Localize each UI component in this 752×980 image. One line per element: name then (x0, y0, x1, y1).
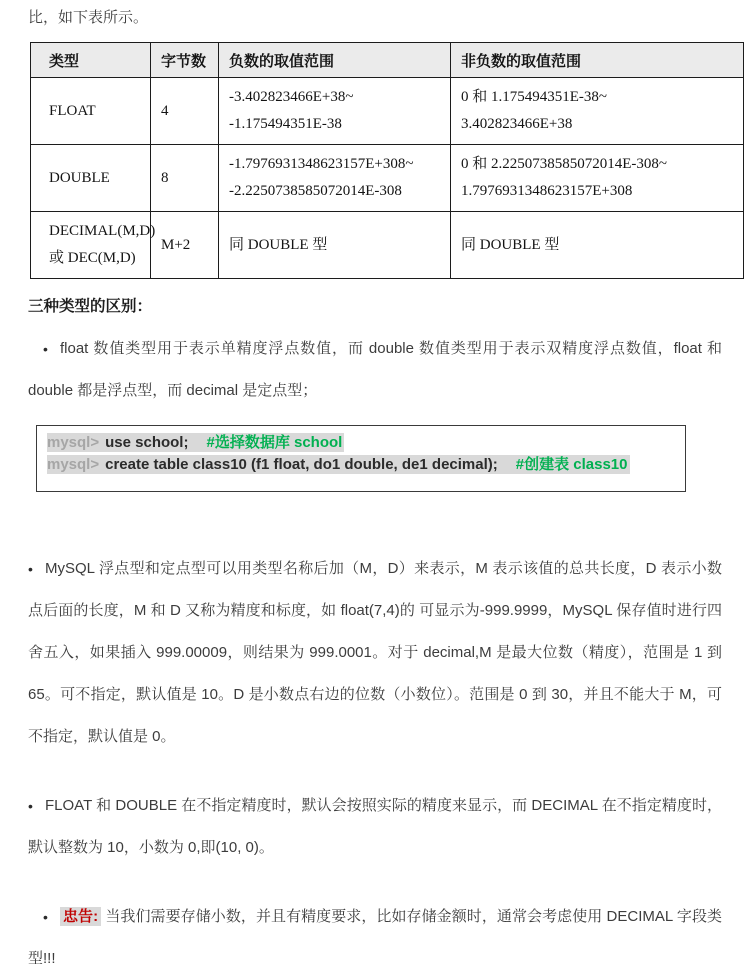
cell-nonnegative-range: 0 和 1.175494351E-38~ 3.402823466E+38 (451, 78, 744, 145)
section-title: 三种类型的区别： (28, 298, 153, 315)
table-row-double (31, 145, 744, 212)
header-cell-bytes: 字节数 (151, 43, 219, 78)
cell-type: DOUBLE (31, 145, 151, 212)
table-row-decimal (31, 212, 744, 279)
header-cell-type: 类型 (31, 43, 151, 78)
cell-nonnegative-range: 0 和 2.2250738585072014E-308~ 1.7976931348623157E+308 (451, 145, 744, 212)
header-cell-negative-range: 负数的取值范围 (219, 43, 451, 78)
data-type-table (30, 42, 744, 279)
mysql-prompt: mysql> (47, 434, 100, 451)
table-row-float (31, 78, 744, 145)
cell-bytes: M+2 (151, 212, 219, 279)
bullet-icon: • (43, 341, 48, 357)
bullet-icon: • (43, 909, 48, 925)
cell-type: FLOAT (31, 78, 151, 145)
bullet-item-precision-scale (28, 548, 722, 758)
cell-negative-range: -1.7976931348623157E+308~ -2.2250738585072014E-308 (219, 145, 451, 212)
bullet-text: float 数值类型用于表示单精度浮点数值，而 double 数值类型用于表示双精度浮点数值，float 和 double 都是浮点型，而 decimal 是定点型； (28, 340, 722, 399)
code-line (47, 454, 679, 476)
bullet-icon: • (28, 798, 33, 814)
cell-negative-range: 同 DOUBLE 型 (219, 212, 451, 279)
code-line (47, 432, 679, 454)
warning-label: 忠告: (60, 907, 101, 926)
header-cell-nonnegative-range: 非负数的取值范围 (451, 43, 744, 78)
cell-type: DECIMAL(M,D) 或 DEC(M,D) (31, 212, 151, 279)
intro-text: 比，如下表所示。 (28, 9, 149, 26)
cell-nonnegative-range: 同 DOUBLE 型 (451, 212, 744, 279)
table-header-row (31, 43, 744, 78)
mysql-prompt: mysql> (47, 456, 100, 473)
sql-comment: #选择数据库 school (206, 434, 343, 451)
bullet-item-default-precision (28, 785, 722, 869)
cell-bytes: 8 (151, 145, 219, 212)
bullet-text: MySQL 浮点型和定点型可以用类型名称后加（M，D）来表示，M 表示该值的总共长度，D 表示小数点后面的长度，M 和 D 又称为精度和标度，如 float(7,4)的 可显示为-999.9999，MySQL 保存值时进行四舍五入，如果插入 999.00009，则结果为 999.0001。对于 decimal,M 是最大位数（精度），范围是 1 到 65。可不指定，默认值是 10。D 是小数点右边的位数（小数位）。范围是 0 到 30，并且不能大于 M，可不指定，默认值是 0。 (28, 560, 722, 745)
bullet-icon: • (28, 561, 33, 577)
bullet-text: FLOAT 和 DOUBLE 在不指定精度时，默认会按照实际的精度来显示，而 DECIMAL 在不指定精度时，默认整数为 10，小数为 0,即(10, 0)。 (28, 797, 722, 856)
sql-command: use school; (105, 434, 189, 451)
cell-bytes: 4 (151, 78, 219, 145)
bullet-item-float-vs-decimal (28, 328, 722, 412)
code-block (36, 425, 686, 492)
document-page (0, 8, 752, 967)
sql-command: create table class10 (f1 float, do1 double, de1 decimal); (105, 456, 498, 473)
warning-text: 当我们需要存储小数，并且有精度要求，比如存储金额时，通常会考虑使用 DECIMAL 字段类型!!! (28, 908, 723, 967)
bullet-item-warning (28, 896, 722, 980)
cell-negative-range: -3.402823466E+38~ -1.175494351E-38 (219, 78, 451, 145)
sql-comment: #创建表 class10 (515, 456, 628, 473)
